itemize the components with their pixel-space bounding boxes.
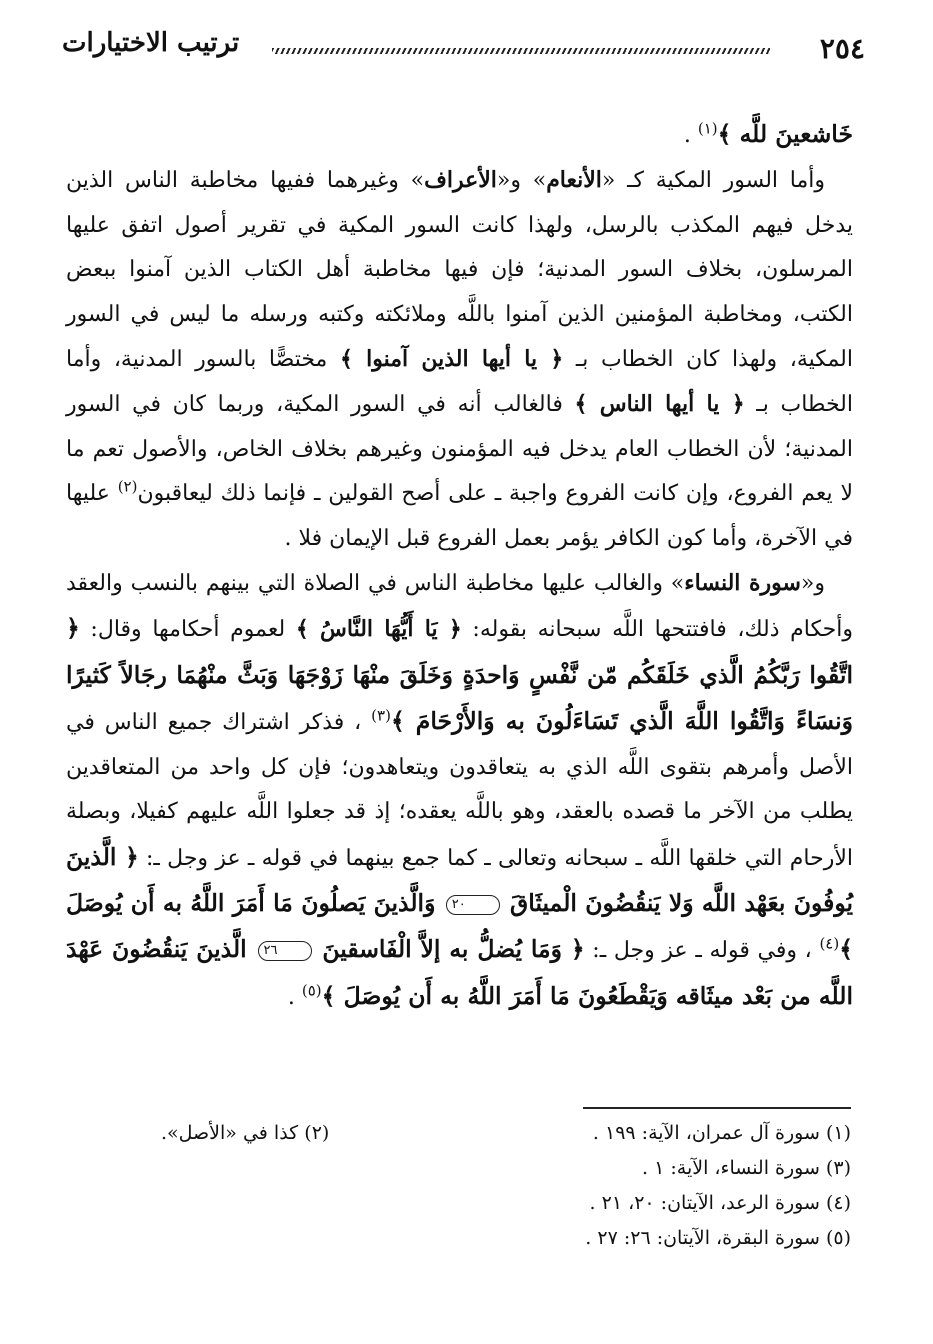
footnotes — [71, 1116, 851, 1256]
footnote-ref: (١) — [697, 119, 718, 138]
paragraph-continuation: خَاشعينَ للَّه ﴾$^{(١)}$ . — [683, 119, 853, 148]
page-number: ٢٥٤ — [819, 32, 865, 65]
surah-name: سورة النساء — [684, 570, 801, 597]
footnote-2: (٢) كذا في «الأصل». — [161, 1122, 330, 1144]
quran-verse: خَاشعينَ للَّه ﴾ — [717, 120, 853, 148]
surah-name: الأعراف — [424, 167, 497, 194]
quran-quote: ﴿ يا أيها الناس ﴾ — [574, 391, 745, 418]
quran-verse: ﴿ الَّذينَ يُوفُونَ بعَهْد اللَّه وَلا يَنقُضُونَ الْميثَاقَ — [66, 842, 854, 917]
footnote-ref: (٥) — [301, 981, 322, 1000]
quran-verse: وَالَّذينَ يَصلُونَ مَا أَمَرَ اللَّهُ به أَن يُوصَلَ ﴾ — [66, 888, 853, 964]
main-text — [66, 112, 853, 1020]
quran-verse: ﴿ وَمَا يُضلُّ به إلاَّ الْفَاسقينَ — [313, 935, 585, 964]
ayah-number-icon: ٢٦ — [258, 941, 312, 961]
surah-name: الأنعام — [546, 167, 602, 194]
footnote-ref: (٤) — [819, 934, 840, 953]
header-decorative-rule — [272, 48, 770, 54]
footnote-ref: (٢) — [117, 477, 138, 496]
paragraph: وأما السور المكية كـ «الأنعام» و«الأعراف» وغيرهما ففيها مخاطبة الناس الذين يدخل فيهم المكذب بالرسل، ولهذا كانت السور المكية في تقرير أصول اتفق عليها المرسلون، بخلاف السور المدنية؛ فإن فيها مخاطبة أهل الكتاب الذين آمنوا ببعض الكتب، ومخاطبة المؤمنين الذين آمنوا باللَّه وملائكته وكتبه ورسله ما ليس في السور المكية، ولهذا كان الخطاب بـ ﴿ يا أيها الذين آمنوا ﴾ مختصًّا بالسور المدنية، وأما الخطاب بـ ﴿ يا أيها الناس ﴾ فالغالب أنه في السور المكية، وربما كان في السور المدنية؛ لأن الخطاب العام يدخل فيه المؤمنون وغيرهم بخلاف الخاص، والأصول تعم ما لا يعم الفروع، وإن كانت الفروع واجبة ـ على أصح القولين ـ فإنما ذلك ليعاقبون$^{(٢)}$ عليها في الآخرة، وأما كون الكافر يؤمر بعمل الفروع قبل الإيمان فلا . — [66, 167, 853, 551]
quran-quote: ﴿ يَا أَيُّهَا النَّاسُ ﴾ — [295, 616, 462, 643]
quran-verse: ﴿ اتَّقُوا رَبَّكُمُ الَّذي خَلَقَكُم مّن نَّفْسٍ وَاحدَةٍ وَخَلَقَ منْهَا زَوْجَهَا وَبَثَّ منْهُمَا رجَالاً كَثيرًا وَنسَاءً وَاتَّقُوا اللَّهَ الَّذي تَسَاءَلُونَ به وَالأَرْحَامَ ﴾ — [66, 614, 854, 736]
footnote-4: (٤) سورة الرعد، الآيتان: ٢٠، ٢١ . — [589, 1192, 851, 1214]
quran-quote: ﴿ يا أيها الذين آمنوا ﴾ — [339, 346, 564, 373]
footnote-ref: (٣) — [371, 706, 391, 725]
footnote-separator — [583, 1107, 851, 1109]
footnote-3: (٣) سورة النساء، الآية: ١ . — [642, 1157, 851, 1179]
quran-verse: الَّذينَ يَنقُضُونَ عَهْدَ اللَّه من بَعْد ميثَاقه وَيَقْطَعُونَ مَا أَمَرَ اللَّهُ به أَن يُوصَلَ ﴾ — [66, 935, 853, 1010]
paragraph: و«سورة النساء» والغالب عليها مخاطبة الناس في الصلاة التي بينهم بالنسب والعقد وأحكام ذلك، فافتتحها اللَّه سبحانه بقوله: ﴿ يَا أَيُّهَا النَّاسُ ﴾ لعموم أحكامها وقال: ﴿ اتَّقُوا رَبَّكُمُ الَّذي خَلَقَكُم مّن نَّفْسٍ وَاحدَةٍ وَخَلَقَ منْهَا زَوْجَهَا وَبَثَّ منْهُمَا رجَالاً كَثيرًا وَنسَاءً وَاتَّقُوا اللَّهَ الَّذي تَسَاءَلُونَ به وَالأَرْحَامَ ﴾$^{(٣)}$ ، فذكر اشتراك جميع الناس في الأصل وأمرهم بتقوى اللَّه الذي به يتعاقدون ويتعاهدون؛ فإن كل واحد من المتعاقدين يطلب من الآخر ما قصده بالعقد، وهو باللَّه يعقده؛ إذ قد جعلوا اللَّه عليهم كفيلا، وبصلة الأرحام التي خلقها اللَّه ـ سبحانه وتعالى ـ كما جمع بينهما في قوله ـ عز وجل ـ: ﴿ الَّذينَ يُوفُونَ بعَهْد اللَّه وَلا يَنقُضُونَ الْميثَاقَ ٢٠ وَالَّذينَ يَصلُونَ مَا أَمَرَ اللَّهُ به أَن يُوصَلَ ﴾$^{(٤)}$ ، وفي قوله ـ عز وجل ـ: ﴿ وَمَا يُضلُّ به إلاَّ الْفَاسقينَ ٢٦ الَّذينَ يَنقُضُونَ عَهْدَ اللَّه من بَعْد ميثَاقه وَيَقْطَعُونَ مَا أَمَرَ اللَّهُ به أَن يُوصَلَ ﴾$^{(٥)}$ . — [66, 570, 854, 1010]
footnote-5: (٥) سورة البقرة، الآيتان: ٢٦: ٢٧ . — [585, 1227, 851, 1249]
ayah-number-icon: ٢٠ — [446, 895, 500, 915]
page-header — [62, 28, 865, 72]
footnote-1: (١) سورة آل عمران، الآية: ١٩٩ . — [592, 1122, 851, 1144]
running-title: ترتيب الاختيارات — [62, 28, 240, 58]
